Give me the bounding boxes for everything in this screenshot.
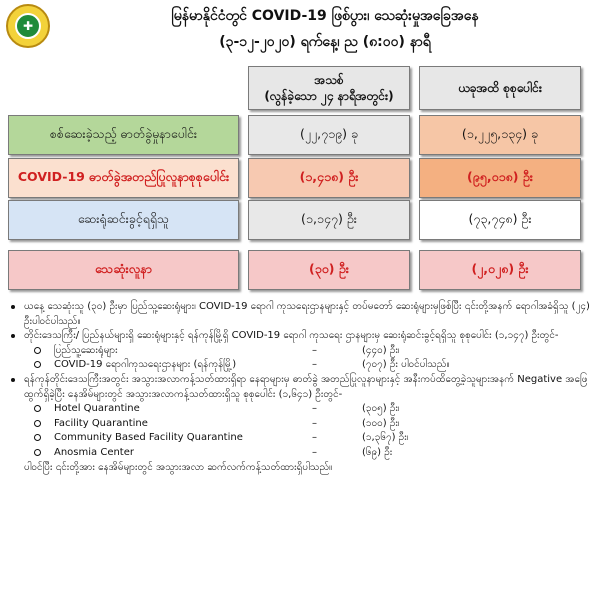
list-item [8, 344, 592, 359]
row-deaths-total: (၂,၀၂၈) ဦး [419, 250, 581, 290]
list-item-dash: – [312, 344, 317, 356]
ministry-logo [6, 4, 50, 48]
list-item [8, 417, 592, 432]
list-item [8, 402, 592, 417]
row-tests-total: (၁,၂၂၅,၁၃၄) ခု [419, 115, 581, 155]
list-item-value: (၇၀၇) ဦး ပါဝင်ပါသည်။ [362, 359, 450, 371]
list-item-value: (၁၀၀) ဦး၊ [362, 417, 400, 429]
row-deaths-new: (၃၀) ဦး [248, 250, 410, 290]
ministry-of-health-emblem-icon: ✚ [15, 13, 41, 39]
list-item-name: ပြည်သူ့ဆေးရုံများ [54, 344, 118, 356]
header-new-line2: (လွန်ခဲ့သော ၂၄ နာရီအတွင်း) [264, 89, 394, 103]
list-item-dash: – [312, 446, 317, 458]
row-discharged-new: (၁,၁၄၇) ဦး [248, 200, 410, 240]
list-item-name: Anosmia Center [54, 446, 134, 458]
list-item-value: (၁,၃၆၇) ဦး၊ [362, 432, 409, 444]
list-item-value: (၆၉) ဦး [362, 446, 393, 458]
list-item-dash: – [312, 432, 317, 444]
header-new-line1: အသစ် [314, 72, 344, 87]
row-confirmed-label: COVID-19 ဓာတ်ခွဲအတည်ပြုလူနာစုစုပေါင်း [8, 158, 239, 198]
list-item-value: (၃၀၅) ဦး၊ [362, 403, 400, 415]
note-closing: ပါဝင်ပြီး ၎င်းတို့အား နေအိမ်များတွင် အသွားအလာ ဆက်လက်ကန့်သတ်ထားရှိပါသည်။ [24, 461, 333, 473]
note-discharged: တိုင်းဒေသကြီး/ ပြည်နယ်များရှိ ဆေးရုံများနှင့် ရန်ကုန်မြို့ရှိ COVID-19 ရောဂါ ကုသရေး ဌာနများမှ ဆေးရုံဆင်းခွင့်ရရှိသူ စုစုပေါင်း (၁,၁၄၇) ဦးတွင်- [8, 329, 592, 344]
list-item-name: COVID-19 ရောဂါကုသရေးဌာနများ (ရန်ကုန်မြို့) [54, 359, 237, 371]
list-item-name: Community Based Facility Quarantine [54, 432, 243, 444]
row-tests-new: (၂၂,၇၁၉) ခု [248, 115, 410, 155]
notes-section [8, 300, 592, 475]
note-deaths: ယနေ့ သေဆုံးသူ (၃၀) ဦးမှာ ပြည်သူ့ဆေးရုံများ၊ COVID-19 ရောဂါ ကုသရေးဌာနများနှင့် တပ်မတော် ဆေးရုံများမှဖြစ်ပြီး ၎င်းတို့အနက် ရောဂါအခံရှိသူ (၂၄) ဦးပါဝင်ပါသည်။ [8, 300, 592, 329]
row-discharged-label: ဆေးရုံဆင်းခွင့်ရရှိသူ [8, 200, 239, 240]
list-item [8, 446, 592, 461]
note-home-quarantine: ရန်ကုန်တိုင်းဒေသကြီးအတွင်း အသွားအလာကန့်သတ်ထားရှိရာ နေရာများမှ ဓာတ်ခွဲ အတည်ပြုလူနာများနှင့် အနီးကပ်ထိတွေ့ခဲ့သူများအနက် Negative အဖြေထွက်ရှိခဲ့ပြီး နေအိမ်များတွင် အသွားအလာကန့်သတ်ထားရှိသူ စုစုပေါင်း (၁,၆၄၁) ဦးတွင်- [8, 373, 592, 402]
row-confirmed-new: (၁,၄၁၈) ဦး [248, 158, 410, 198]
list-item-dash: – [312, 359, 317, 371]
list-item [8, 431, 592, 446]
list-item-name: Facility Quarantine [54, 417, 148, 429]
header-new [248, 66, 410, 110]
page-title: မြန်မာနိုင်ငံတွင် COVID-19 ဖြစ်ပွား၊ သေဆုံးမှုအခြေအနေ [171, 8, 479, 24]
row-tests-label: စစ်ဆေးခဲ့သည့် ဓာတ်ခွဲမှုနာပေါင်း [8, 115, 239, 155]
row-discharged-total: (၇၃,၇၄၈) ဦး [419, 200, 581, 240]
page-subtitle-date: (၃-၁၂-၂၀၂၀) ရက်နေ့၊ ည (၈:၀၀) နာရီ [219, 34, 431, 50]
list-item-dash: – [312, 403, 317, 415]
row-deaths-label: သေဆုံးလူနာ [8, 250, 239, 290]
list-item-value: (၄၄၀) ဦး၊ [362, 344, 400, 356]
list-item-name: Hotel Quarantine [54, 403, 140, 415]
list-item-dash: – [312, 417, 317, 429]
header-total: ယခုအထိ စုစုပေါင်း [419, 66, 581, 110]
row-confirmed-total: (၉၅,၀၁၈) ဦး [419, 158, 581, 198]
list-item [8, 358, 592, 373]
